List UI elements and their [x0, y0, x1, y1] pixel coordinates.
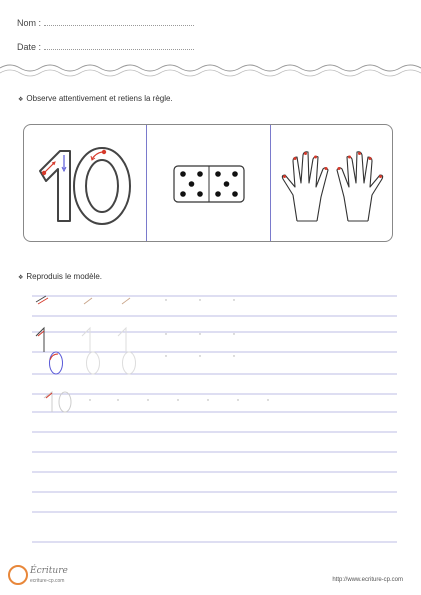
stroke-model-row: [36, 296, 235, 304]
date-label: Date :: [17, 42, 42, 52]
diamond-icon: ❖: [18, 97, 24, 103]
name-label: Nom :: [17, 18, 42, 28]
number-ten-row: [44, 392, 269, 412]
svg-text:Écriture: Écriture: [30, 566, 68, 576]
domino-icon: [147, 125, 270, 242]
hands-cell: [271, 125, 393, 241]
writing-lines[interactable]: [32, 294, 397, 544]
rule-panel: [23, 124, 393, 242]
wavy-divider: [0, 60, 421, 80]
domino-cell: [147, 125, 270, 241]
digit-zero-row: [50, 352, 235, 374]
footer-url-link[interactable]: http://www.ecriture-cp.com: [332, 577, 403, 583]
diamond-icon: ❖: [18, 275, 24, 281]
name-field: [17, 18, 194, 28]
two-hands-icon: [271, 125, 393, 242]
instruction-observe: ❖ Observe attentivement et retiens la règle.: [18, 94, 173, 103]
svg-text:ecriture-cp.com: ecriture-cp.com: [30, 578, 65, 584]
number-ten-cell: [24, 125, 146, 241]
date-field: [17, 42, 194, 52]
name-line[interactable]: [44, 18, 194, 26]
date-line[interactable]: [44, 42, 194, 50]
number-ten-outline-icon: [24, 125, 146, 242]
instruction-reproduce: ❖ Reproduis le modèle.: [18, 272, 102, 281]
ecriture-logo: [6, 560, 86, 590]
